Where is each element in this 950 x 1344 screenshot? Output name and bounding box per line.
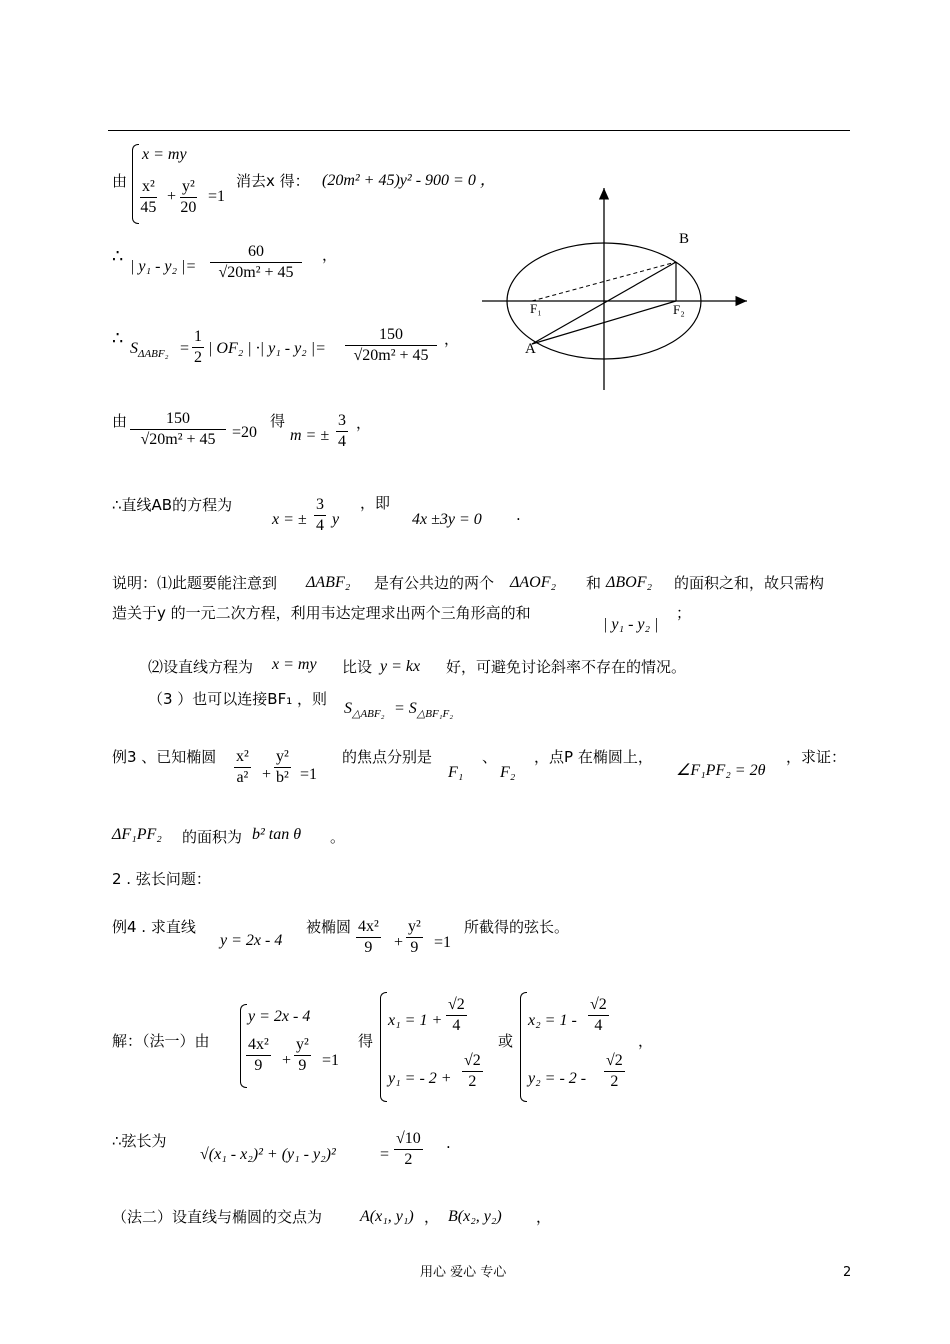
comma: ， xyxy=(444,330,460,348)
equals: = xyxy=(380,1146,390,1163)
area-abf2: $S_{\triangle ABF_2}$ xyxy=(344,700,385,721)
label-f1: F₁ xyxy=(530,301,542,316)
m-value: m = ± xyxy=(290,427,330,444)
equation: (20m² + 45)y² - 900 = 0 ， xyxy=(322,172,496,189)
product: | OF₂ | ·| y₁ - y₂ |= xyxy=(208,340,326,357)
note-text: 的面积之和，故只需构 xyxy=(674,574,825,592)
note-text: 好，可避免讨论斜率不存在的情况。 xyxy=(446,658,687,676)
note-text: 说明：⑴此题要能注意到 xyxy=(112,574,278,592)
comma: ， xyxy=(322,246,338,264)
fraction: $\frac{\text{x²}}{45}$ xyxy=(140,178,157,216)
note-text: 造关于y 的一元二次方程，利用韦达定理求出两个三角形高的和 xyxy=(112,604,531,622)
point-b: B(x₂, y₂) xyxy=(448,1208,502,1225)
y-var: y xyxy=(332,511,340,528)
comma: ， xyxy=(356,414,372,432)
note-text: ； xyxy=(676,604,692,622)
fraction: $\frac{√2}{4}$ xyxy=(448,996,465,1034)
fraction: $\frac{\text{y²}}{20}$ xyxy=(180,178,197,216)
example-text: ，求证： xyxy=(786,748,847,766)
angle-expr: ∠F₁PF₂ = 2θ xyxy=(676,762,766,779)
system-eq-1: y = 2x - 4 xyxy=(248,1008,311,1025)
fraction: $\frac{\text{y²}}{9}$ xyxy=(408,918,421,956)
page-number: 2 xyxy=(843,1265,852,1280)
note-text: （3 ）也可以连接BF₁ ，则 xyxy=(148,690,328,708)
section-heading: 2 . 弦长问题： xyxy=(112,870,211,888)
solution-text: 解：（法一）由 xyxy=(112,1032,210,1050)
example-text: 的面积为 xyxy=(182,828,243,846)
text-or: 或 xyxy=(498,1032,514,1050)
text-you: 由 xyxy=(112,412,128,430)
x1-value: x₁ = 1 + xyxy=(388,1012,443,1029)
equals-one: =1 xyxy=(208,188,226,205)
y2-value: y₂ = - 2 - xyxy=(528,1070,587,1087)
fraction: $\frac{150}{\text{√20m² + 45}}$ xyxy=(130,410,226,449)
fraction: $\frac{\text{x²}}{\text{a²}}$ xyxy=(236,748,249,786)
area-bf1f2: = $S_{\triangle BF_1F_2}$ xyxy=(394,700,454,721)
triangle-abf2: ΔABF₂ xyxy=(306,574,351,591)
label-f2: F₂ xyxy=(673,302,685,317)
abs-diff: | y₁ - y₂ | xyxy=(603,616,659,633)
triangle-aof2: ΔAOF₂ xyxy=(510,574,557,591)
fraction: $\frac{\text{y²}}{9}$ xyxy=(296,1036,309,1074)
note-text: 比设 xyxy=(342,658,373,676)
label-a: A xyxy=(525,341,536,357)
area-symbol: $S_{\Delta ABF_2}$ xyxy=(130,340,169,361)
equals-20: =20 xyxy=(232,424,258,441)
line-eq: y = 2x - 4 xyxy=(220,932,283,949)
line-equation: 4x ±3y = 0 xyxy=(412,511,482,528)
period: . xyxy=(446,1134,451,1152)
text-line-ab: ∴直线AB的方程为 xyxy=(112,496,233,514)
label-b: B xyxy=(679,231,690,247)
period: 。 xyxy=(330,828,346,846)
example-text: 被椭圆 xyxy=(306,918,352,936)
eq-x-my: x = my xyxy=(272,656,317,673)
focus-f2: F₂ xyxy=(500,764,516,781)
fraction: $\frac{\text{y²}}{\text{b²}}$ xyxy=(276,748,289,786)
example-text: ，点P 在椭圆上， xyxy=(534,748,653,766)
fraction: $\frac{60}{\text{√20m² + 45}}$ xyxy=(210,243,302,282)
text-ji: ，即 xyxy=(360,494,391,512)
point-a: A(x₁, y₁) xyxy=(360,1208,414,1225)
abs-diff: | y₁ - y₂ |= xyxy=(130,258,197,275)
distance-expr: √(x₁ - x₂)² + (y₁ - y₂)² xyxy=(200,1146,336,1163)
system-brace xyxy=(520,992,527,1102)
example-title: 例3 、已知椭圆 xyxy=(112,748,217,766)
comma: ， xyxy=(536,1208,552,1226)
solution-text: （法二）设直线与椭圆的交点为 xyxy=(112,1208,323,1226)
note-text: 和 xyxy=(586,574,602,592)
equals-one: =1 xyxy=(322,1052,340,1069)
text-de: 得 xyxy=(270,412,286,430)
therefore-symbol: ∴ xyxy=(112,246,124,267)
period: . xyxy=(516,506,521,524)
fraction: $\frac{3}{4}$ xyxy=(316,496,324,534)
eq-y-kx: y = kx xyxy=(380,658,421,675)
therefore-symbol: ∴ xyxy=(112,328,124,349)
y1-value: y₁ = - 2 + xyxy=(388,1070,452,1087)
equals-one: =1 xyxy=(434,934,452,951)
triangle-f1pf2: ΔF₁PF₂ xyxy=(112,826,162,843)
system-brace xyxy=(380,992,387,1102)
x2-value: x₂ = 1 - xyxy=(528,1012,577,1029)
ellipse-figure xyxy=(470,180,760,395)
note-text: 是有公共边的两个 xyxy=(374,574,495,592)
example-text: 的焦点分别是 xyxy=(342,748,433,766)
fraction: $\frac{√10}{2}$ xyxy=(396,1130,421,1168)
focus-f1: F₁ xyxy=(448,764,464,781)
fraction: $\frac{√2}{2}$ xyxy=(464,1052,481,1090)
fraction: $\frac{150}{\text{√20m² + 45}}$ xyxy=(345,326,437,365)
text-you: 由 xyxy=(112,172,128,190)
system-eq-1: x = my xyxy=(142,146,187,163)
footer-text: 用心 爱心 专心 xyxy=(420,1265,507,1280)
fraction: $\frac{\text{4x²}}{9}$ xyxy=(358,918,379,956)
equals: = xyxy=(180,340,190,357)
triangle-bof2: ΔBOF₂ xyxy=(606,574,653,591)
comma: ， xyxy=(638,1032,654,1050)
example-title: 例4 . 求直线 xyxy=(112,918,196,936)
separator: 、 xyxy=(482,748,498,766)
fraction: $\frac{3}{4}$ xyxy=(338,412,346,450)
system-brace xyxy=(132,144,139,224)
equals-one: =1 xyxy=(300,766,318,783)
fraction: $\frac{√2}{2}$ xyxy=(606,1052,623,1090)
area-expr: b² tan θ xyxy=(252,826,302,843)
text-eliminate: 消去x 得： xyxy=(236,172,310,190)
header-rule xyxy=(108,130,850,131)
text-de: 得 xyxy=(358,1032,374,1050)
fraction: $\frac{√2}{4}$ xyxy=(590,996,607,1034)
fraction: $\frac{1}{2}$ xyxy=(194,328,202,366)
separator: ， xyxy=(424,1208,440,1226)
x-eq: x = ± xyxy=(272,511,307,528)
note-text: ⑵设直线方程为 xyxy=(148,658,254,676)
fraction: $\frac{\text{4x²}}{9}$ xyxy=(248,1036,269,1074)
chord-text: ∴弦长为 xyxy=(112,1132,167,1150)
example-text: 所截得的弦长。 xyxy=(464,918,570,936)
